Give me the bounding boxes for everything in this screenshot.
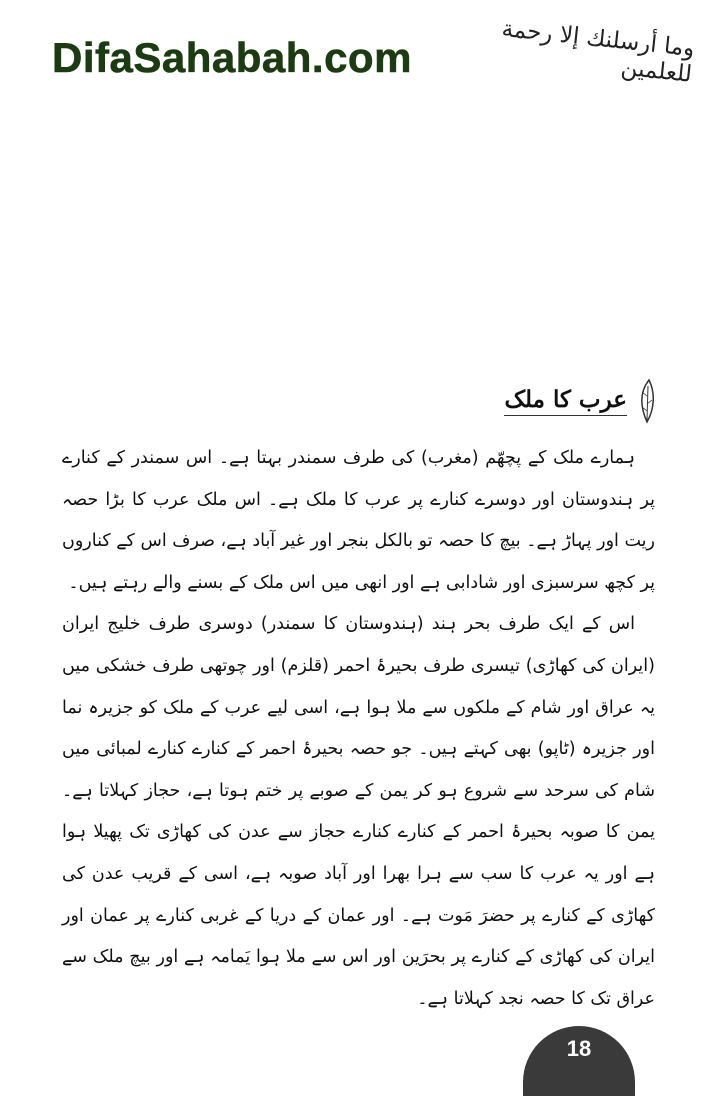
page-number: 18 (566, 1036, 592, 1061)
header-verse: وما أرسلنك إلا رحمة للعلمين (500, 15, 696, 88)
paragraph: اس کے ایک طرف بحر ہند (ہندوستان کا سمندر) دوسری طرف خلیج ایران (ایران کی کھاڑی) تیسری طرف بحیرۂ احمر (قلزم) اور چوتھی طرف خشکی میں یہ عراق اور شام کے ملکوں سے ملا ہوا ہے، اسی لیے عرب کے ملک کو جزیرہ نما اور جزیرہ (ٹاپو) بھی کہتے ہیں۔ جو حصہ بحیرۂ احمر کے کنارے کنارے لمبائی میں شام کی سرحد سے شروع ہو کر یمن کے صوبے پر ختم ہوتا ہے، حجاز کہلاتا ہے۔ یمن کا صوبہ بحیرۂ احمر کے کنارے کنارے حجاز سے عدن کی کھاڑی تک پھیلا ہوا ہے اور یہ عرب کا سب سے ہرا بھرا اور آباد صوبہ ہے، اسی کے قریب عدن کی کھاڑی کے کنارے پر حضرَ مَوت ہے۔ اور عمان کے دریا کے غربی کنارے پر عمان اور ایران کی کھاڑی کے کنارے پر بحرَین اور اس سے ملا ہوا یَمامہ ہے اور بیچ ملک سے عراق تک کا حصہ نجد کہلاتا ہے۔ (62, 614, 655, 1009)
site-brand: DifaSahabah.com (52, 34, 412, 81)
section-title: عرب کا ملک (504, 386, 627, 416)
article-body (62, 438, 655, 1020)
section-heading (504, 378, 659, 424)
paragraph: ہمارے ملک کے پچھّم (مغرب) کی طرف سمندر بہتا ہے۔ اس سمندر کے کنارے پر ہندوستان اور دوسرے کنارے پر عرب کا ملک ہے۔ اس ملک عرب کا بڑا حصہ ریت اور پہاڑ ہے۔ بیچ کا حصہ تو بالکل بنجر اور غیر آباد ہے، صرف اس کے کناروں پر کچھ سرسبزی اور شادابی ہے اور انھی میں اس ملک کے بسنے والے رہتے ہیں۔ (62, 448, 655, 593)
leaf-ornament-icon (635, 378, 659, 424)
page-number-badge (523, 1026, 635, 1096)
